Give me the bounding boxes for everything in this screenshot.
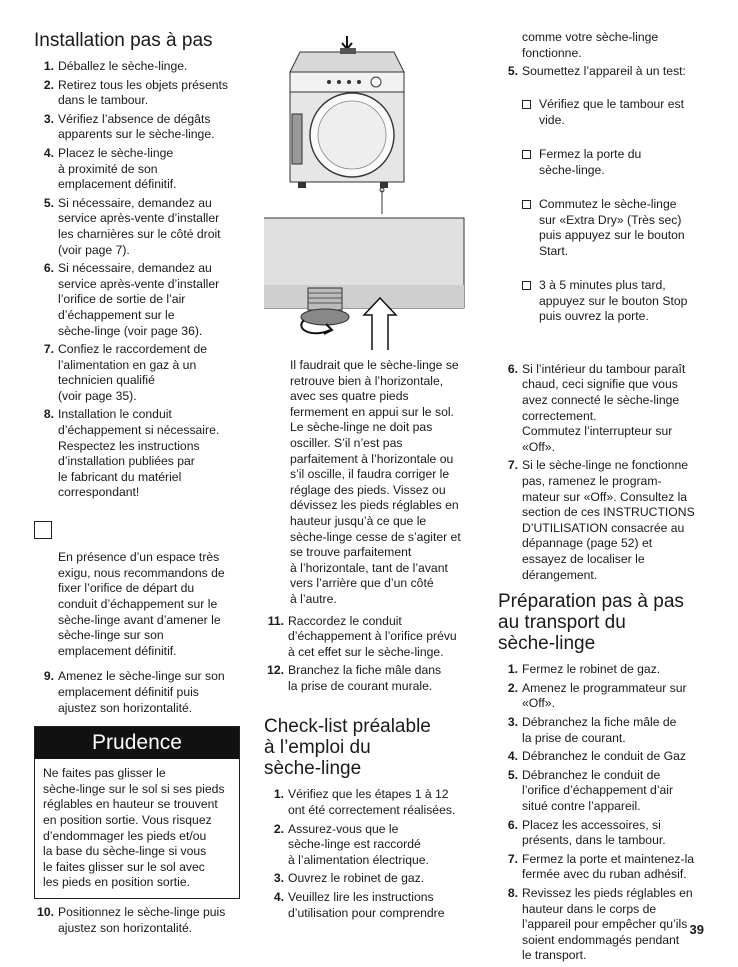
step-item: 7. Confiez le raccordement de l’alimentation en gaz à un technicien qualifié (voir page 35).: [43, 342, 208, 403]
step-item: 6. Si l’intérieur du tambour paraît chaud, ceci signifie que vous avez connecté le sèche-linge correctement. Commutez l’interrupteur sur «Off».: [507, 361, 686, 454]
checkbox-icon: [522, 100, 531, 109]
page-number: 39: [689, 922, 704, 937]
note-text: En présence d’un espace très exigu, nous recommandons de fixer l’orifice de départ du conduit d’échappement sur le sèche-linge avant d’amener le sèche-linge sur son emplacement définitif.: [58, 550, 225, 658]
step-item: 10. Positionnez le sèche-linge puis ajustez son horizontalité.: [37, 904, 226, 935]
check-item: Commutez le sèche-linge sur «Extra Dry» (Très sec) puis appuyez sur le bouton Start.: [522, 197, 708, 259]
step-item: 1. Déballez le sèche-linge.: [43, 59, 188, 73]
note-icon: [34, 521, 52, 539]
transport-steps: [498, 662, 708, 964]
leveling-paragraph: Il faudrait que le sèche-linge se retrouve bien à l’horizontale, avec ses quatre pieds fermement en appui sur le sol. Le sèche-linge ne doit pas osciller. S’il n’est pas parfaitement à l’horizontale ou s’il oscille, il faudra corriger le réglage des pieds. Vissez ou dévissez les pieds réglables en hauteur jusqu’à ce que le sèche-linge cesse de s’agiter et se trouve parfaitement à l’horizontale, tant de l’avant vers l’arrière que d’un côté à l’autre.: [290, 358, 461, 606]
checklist-steps: [264, 787, 474, 921]
note-block: [34, 519, 240, 659]
step-item: 4. Débranchez le conduit de Gaz: [507, 749, 686, 764]
step-item: 3. Ouvrez le robinet de gaz.: [273, 871, 425, 886]
step-item: 1. Vérifiez que les étapes 1 à 12 ont été correctement réalisées.: [273, 787, 456, 818]
step-item: 3. Débranchez la fiche mâle de la prise de courant.: [507, 714, 677, 745]
step-item: 4. Veuillez lire les instructions d’utilisation pour comprendre: [273, 890, 445, 920]
step-item: 4. Placez le sèche-linge à proximité de son emplacement définitif.: [43, 145, 177, 192]
step-item: 5. Débranchez le conduit de l’orifice d’échappement d’air situé contre l’appareil.: [507, 767, 674, 813]
checklist-step-5: [498, 64, 708, 583]
checkbox-icon: [522, 200, 531, 209]
check-item: 3 à 5 minutes plus tard, appuyez sur le bouton Stop puis ouvrez la porte.: [522, 278, 708, 325]
step-item: 6. Si nécessaire, demandez au service après-vente d’installer l’orifice de sortie de l’air d’échappement sur le sèche-linge (voir page 36).: [43, 261, 220, 338]
step-item: 2. Retirez tous les objets présents dans le tambour.: [43, 77, 229, 108]
checkbox-icon: [522, 150, 531, 159]
check-item: Vérifiez que le tambour est vide.: [522, 97, 708, 128]
installation-steps-cont: [34, 669, 240, 716]
step-item: 9. Amenez le sèche-linge sur son emplacement définitif puis ajustez son horizontalité.: [43, 669, 225, 715]
check-item: Fermez la porte du sèche-linge.: [522, 147, 708, 178]
prudence-text: Ne faites pas glisser le sèche-linge sur le sol si ses pieds réglables en hauteur se trouvent en position sortie. Vous risquez d’endommager les pieds et/ou la base du sèche-linge si vous le faites glisser sur le sol avec les pieds en position sortie.: [43, 766, 225, 890]
checkbox-icon: [522, 281, 531, 290]
installation-steps-end: [34, 905, 240, 936]
step-item: 5. Si nécessaire, demandez au service après-vente d’installer les charnières sur le côté droit (voir page 7).: [43, 195, 221, 257]
dryer-illustration-svg: [264, 30, 474, 360]
checklist-continuation: comme votre sèche-linge fonctionne.: [522, 30, 659, 60]
step-item: 6. Placez les accessoires, si présents, dans le tambour.: [507, 817, 666, 848]
step-item: 8. Revissez les pieds réglables en hauteur dans le corps de l’appareil pour empêcher qu’ils soient endommagés pendant le transport.: [507, 885, 693, 963]
dryer-leveling-illustration: [264, 30, 474, 360]
column-left: [34, 30, 240, 939]
step-item: 11. Raccordez le conduit d’échappement à l’orifice prévu à cet effet sur le sèche-linge.: [267, 613, 457, 659]
heading-installation: Installation pas à pas: [34, 30, 213, 51]
test-checkboxes: [522, 82, 708, 344]
step-item: 2. Assurez-vous que le sèche-linge est raccordé à l’alimentation électrique.: [273, 821, 429, 867]
heading-checklist: Check-list préalable à l’emploi du sèche-linge: [264, 716, 431, 780]
column-middle: [264, 358, 474, 924]
prudence-title: Prudence: [35, 727, 239, 759]
step-item: 12. Branchez la fiche mâle dans la prise de courant murale.: [267, 663, 442, 693]
step-item: 8. Installation le conduit d’échappement si nécessaire. Respectez les instructions d’installation publiées par le fabricant du matériel correspondant!: [43, 407, 220, 500]
installation-steps: [34, 59, 240, 501]
step-item: 2. Amenez le programmateur sur «Off».: [507, 680, 687, 711]
installation-steps-final: [264, 614, 474, 695]
step-item: 5. Soumettez l’appareil à un test: Vérifiez que le tambour est vide. Fermez la porte du sèche-linge. Commutez le sèche-linge sur «Extra Dry» (Très sec) puis appuyez sur le bouton Start. 3 à 5 minutes plus tard, appuyez sur le bouton Stop puis ouvrez la porte.: [498, 64, 708, 359]
step-item: 3. Vérifiez l’absence de dégâts apparents sur le sèche-linge.: [43, 111, 215, 142]
step-item: 1. Fermez le robinet de gaz.: [507, 662, 661, 677]
column-right: [498, 30, 708, 967]
heading-transport: Préparation pas à pas au transport du sèche-linge: [498, 591, 684, 655]
step-item: 7. Si le sèche-linge ne fonctionne pas, ramenez le program- mateur sur «Off». Consultez la section de ces INSTRUCTIONS D’UTILISATION consacrée au dépannage (page 52) et essayez de localiser le dérangement.: [507, 458, 695, 582]
step-item: 7. Fermez la porte et maintenez-la fermée avec du ruban adhésif.: [507, 851, 695, 882]
prudence-box: [34, 726, 240, 899]
